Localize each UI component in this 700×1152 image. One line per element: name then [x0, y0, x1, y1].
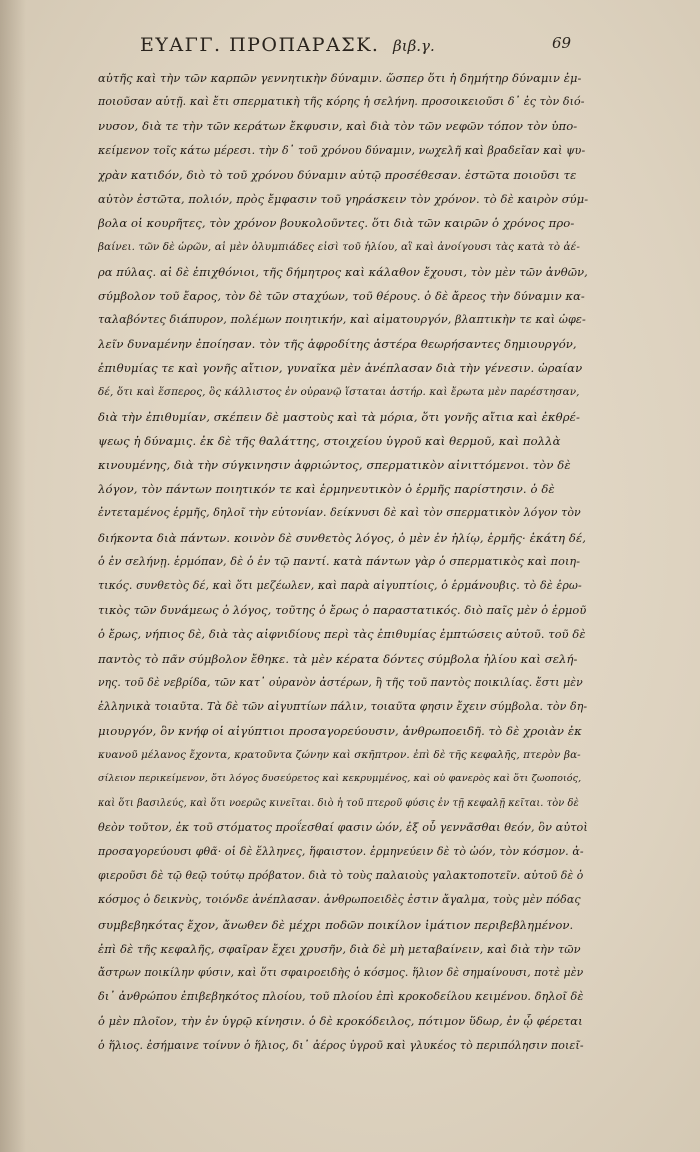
text-line: διήκοντα διὰ πάντων. κοινὸν δὲ συνθετὸς λόγος, ὁ μὲν ἐν ἡλίῳ, ἑρμῆς· ἑκάτη δέ, [98, 530, 587, 545]
text-line: ἐπιθυμίας τε καὶ γονῆς αἴτιον, γυναῖκα μὲν ἀνέπλασαν διὰ τὴν γένεσιν. ὡραίαν [98, 361, 583, 376]
text-line: ποιοῦσαν αὐτῇ. καὶ ἔτι σπερματικὴ τῆς κόρης ἡ σελήνη. προσοικειοῦσι δ᾽ ἐς τὸν διό- [98, 95, 585, 109]
text-line: ἑλληνικὰ τοιαῦτα. Τὰ δὲ τῶν αἰγυπτίων πάλιν, τοιαῦτα φησιν ἔχειν σύμβολα. τὸν δη- [98, 699, 588, 713]
text-line: λόγον, τὸν πάντων ποιητικόν τε καὶ ἑρμηνευτικὸν ὁ ἑρμῆς παρίστησιν. ὁ δὲ [98, 482, 555, 497]
text-line: συμβεβηκότας ἔχον, ἄνωθεν δὲ μέχρι ποδῶν ποικίλον ἱμάτιον περιβεβλημένον. [98, 917, 574, 932]
text-line: ταλαβόντες διάπυρον, πολέμων ποιητικήν, καὶ αἱματουργόν, βλαπτικὴν τε καὶ ὠφε- [98, 312, 586, 326]
body-text [98, 66, 588, 1058]
gutter-shadow [0, 0, 26, 1152]
text-line: ἄστρων ποικίλην φύσιν, καὶ ὅτι σφαιροειδὴς ὁ κόσμος. ἥλιον δὲ σημαίνουσι, ποτὲ μὲν [98, 965, 584, 979]
text-line: διὰ τὴν ἐπιθυμίαν, σκέπειν δὲ μαστοὺς καὶ τὰ μόρια, ὅτι γονῆς αἴτια καὶ ἐκθρέ- [98, 409, 580, 424]
text-line: νης. τοῦ δὲ νεβρίδα, τῶν κατ᾽ οὐρανὸν ἀστέρων, ἢ τῆς τοῦ παντὸς ποικιλίας. ἔστι μὲν [98, 675, 583, 689]
text-line: αὐτῆς καὶ τὴν τῶν καρπῶν γεννητικὴν δύναμιν. ὥσπερ ὅτι ἡ δημήτηρ δύναμιν ἐμ- [98, 71, 582, 85]
running-title: ΕΥΑΓΓ. ΠΡΟΠΑΡΑΣΚ. [140, 34, 380, 56]
text-line: τικός. συνθετὸς δέ, καὶ ὅτι μεζέωλεν, καὶ παρὰ αἰγυπτίοις, ὁ ἑρμάνουβις. τὸ δὲ ἐρω- [98, 578, 582, 592]
text-line: τικὸς τῶν δυνάμεως ὁ λόγος, τοῦτης ὁ ἔρως ὁ παραστατικός. διὸ παῖς μὲν ὁ ἑρμοῦ [98, 603, 587, 618]
text-line: κυανοῦ μέλανος ἔχοντα, κρατοῦντα ζώνην καὶ σκῆπτρον. ἐπὶ δὲ τῆς κεφαλῆς, πτερὸν βα- [98, 749, 581, 762]
text-line: θεὸν τοῦτον, ἐκ τοῦ στόματος προΐεσθαί φασιν ὠόν, ἐξ οὗ γεννᾶσθαι θεόν, ὃν αὐτοὶ [98, 820, 588, 834]
text-line: σύμβολον τοῦ ἔαρος, τὸν δὲ τῶν σταχύων, τοῦ θέρους. ὁ δὲ ἄρεος τὴν δύναμιν κα- [98, 288, 585, 303]
book-signature: βιβ.γ. [393, 37, 435, 55]
text-line: μιουργόν, ὃν κνήφ οἱ αἰγύπτιοι προσαγορεύουσιν, ἀνθρωποειδῆ. τὸ δὲ χροιὰν ἐκ [98, 724, 582, 739]
text-line: ἐντεταμένος ἑρμῆς, δηλοῖ τὴν εὐτονίαν. δείκνυσι δὲ καὶ τὸν σπερματικὸν λόγον τὸν [98, 506, 581, 520]
text-line: δι᾽ ἀνθρώπου ἐπιβεβηκότος πλοίου, τοῦ πλοίου ἐπὶ κροκοδείλου κειμένου. δηλοῖ δὲ [98, 990, 584, 1004]
text-line: αὐτὸν ἑστῶτα, πολιόν, πρὸς ἔμφασιν τοῦ γηράσκειν τὸν χρόνον. τὸ δὲ καιρὸν σύμ- [98, 191, 588, 206]
text-line: κινουμένης, διὰ τὴν σύγκινησιν ἀφριώντος, σπερματικὸν αἰνιττόμενοι. τὸν δὲ [98, 458, 571, 472]
text-line: βαίνει. τῶν δὲ ὡρῶν, αἱ μὲν ὀλυμπιάδες εἰσὶ τοῦ ἡλίου, αἳ καὶ ἀνοίγουσι τὰς κατὰ τὸ ἀέ- [98, 241, 580, 254]
text-line: προσαγορεύουσι φθᾶ· οἱ δὲ ἕλληνες, ἥφαιστον. ἑρμηνεύειν δὲ τὸ ὠόν, τὸν κόσμον. ἀ- [98, 845, 584, 858]
text-line: ψεως ἡ δύναμις. ἐκ δὲ τῆς θαλάττης, στοιχείου ὑγροῦ καὶ θερμοῦ, καὶ πολλὰ [98, 433, 561, 448]
text-line: σίλειον περικείμενον, ὅτι λόγος δυσεύρετος καὶ κεκρυμμένος, καὶ οὐ φανερὸς καὶ ὅτι ζωοποιός, [98, 773, 582, 785]
text-line: κείμενον τοῖς κάτω μέρεσι. τὴν δ᾽ τοῦ χρόνου δύναμιν, νωχελῆ καὶ βραδεῖαν καὶ ψυ- [98, 143, 586, 157]
text-line: φιεροῦσι δὲ τῷ θεῷ τούτῳ πρόβατον. διὰ τὸ τοὺς παλαιοὺς γαλακτοποτεῖν. αὐτοῦ δὲ ὁ [98, 869, 584, 883]
text-line: ἐπὶ δὲ τῆς κεφαλῆς, σφαῖραν ἔχει χρυσῆν, διὰ δὲ μὴ μεταβαίνειν, καὶ διὰ τὴν τῶν [98, 941, 581, 956]
text-line: χρὰν κατιδόν, διὸ τὸ τοῦ χρόνου δύναμιν αὐτῷ προσέθεσαν. ἑστῶτα ποιοῦσι τε [98, 167, 577, 182]
text-line: κόσμος ὁ δεικνὺς, τοιόνδε ἀνέπλασαν. ἀνθρωποειδὲς ἐστιν ἄγαλμα, τοὺς μὲν πόδας [98, 893, 581, 907]
text-line: ὁ ἔρως, νήπιος δὲ, διὰ τὰς αἰφνιδίους περὶ τὰς ἐπιθυμίας ἐμπτώσεις αὐτοῦ. τοῦ δὲ [98, 627, 586, 642]
text-line: ὁ ἐν σελήνῃ. ἑρμόπαν, δὲ ὁ ἐν τῷ παντί. κατὰ πάντων γὰρ ὁ σπερματικὸς καὶ ποιη- [98, 554, 581, 568]
text-line: ρα πύλας. αἱ δὲ ἐπιχθόνιοι, τῆς δήμητρος καὶ κάλαθον ἔχουσι, τὸν μὲν τῶν ἀνθῶν, [98, 264, 588, 279]
text-line: καὶ ὅτι βασιλεύς, καὶ ὅτι νοερῶς κινεῖται. διὸ ἡ τοῦ πτεροῦ φύσις ἐν τῇ κεφαλῇ κεῖται. τὸν δὲ [98, 797, 579, 809]
text-line: λεῖν δυναμένην ἐποίησαν. τὸν τῆς ἀφροδίτης ἀστέρα θεωρήσαντες δημιουργόν, [98, 337, 577, 352]
text-line: ὁ μὲν πλοῖον, τὴν ἐν ὑγρῷ κίνησιν. ὁ δὲ κροκόδειλος, πότιμον ὕδωρ, ἐν ᾧ φέρεται [98, 1014, 583, 1029]
text-line: βολα οἱ κουρῆτες, τὸν χρόνον βουκολοῦντες. ὅτι διὰ τῶν καιρῶν ὁ χρόνος προ- [98, 216, 575, 231]
page-number: 69 [552, 34, 572, 52]
text-line: δέ, ὅτι καὶ ἕσπερος, ὃς κάλλιστος ἐν οὐρανῷ ἵσταται ἀστήρ. καὶ ἔρωτα μὲν παρέστησαν, [98, 386, 580, 399]
text-line: νυσον, διὰ τε τὴν τῶν κεράτων ἔκφυσιν, καὶ διὰ τὸν τῶν νεφῶν τόπον τὸν ὑπο- [98, 119, 578, 134]
text-line: ὁ ἥλιος. ἐσήμαινε τοίνυν ὁ ἥλιος, δι᾽ ἀέρος ὑγροῦ καὶ γλυκέος τὸ περιπόλησιν ποιεῖ- [98, 1038, 584, 1052]
text-line: παντὸς τὸ πᾶν σύμβολον ἔθηκε. τὰ μὲν κέρατα δόντες σύμβολα ἡλίου καὶ σελή- [98, 651, 578, 666]
running-header [140, 34, 560, 56]
